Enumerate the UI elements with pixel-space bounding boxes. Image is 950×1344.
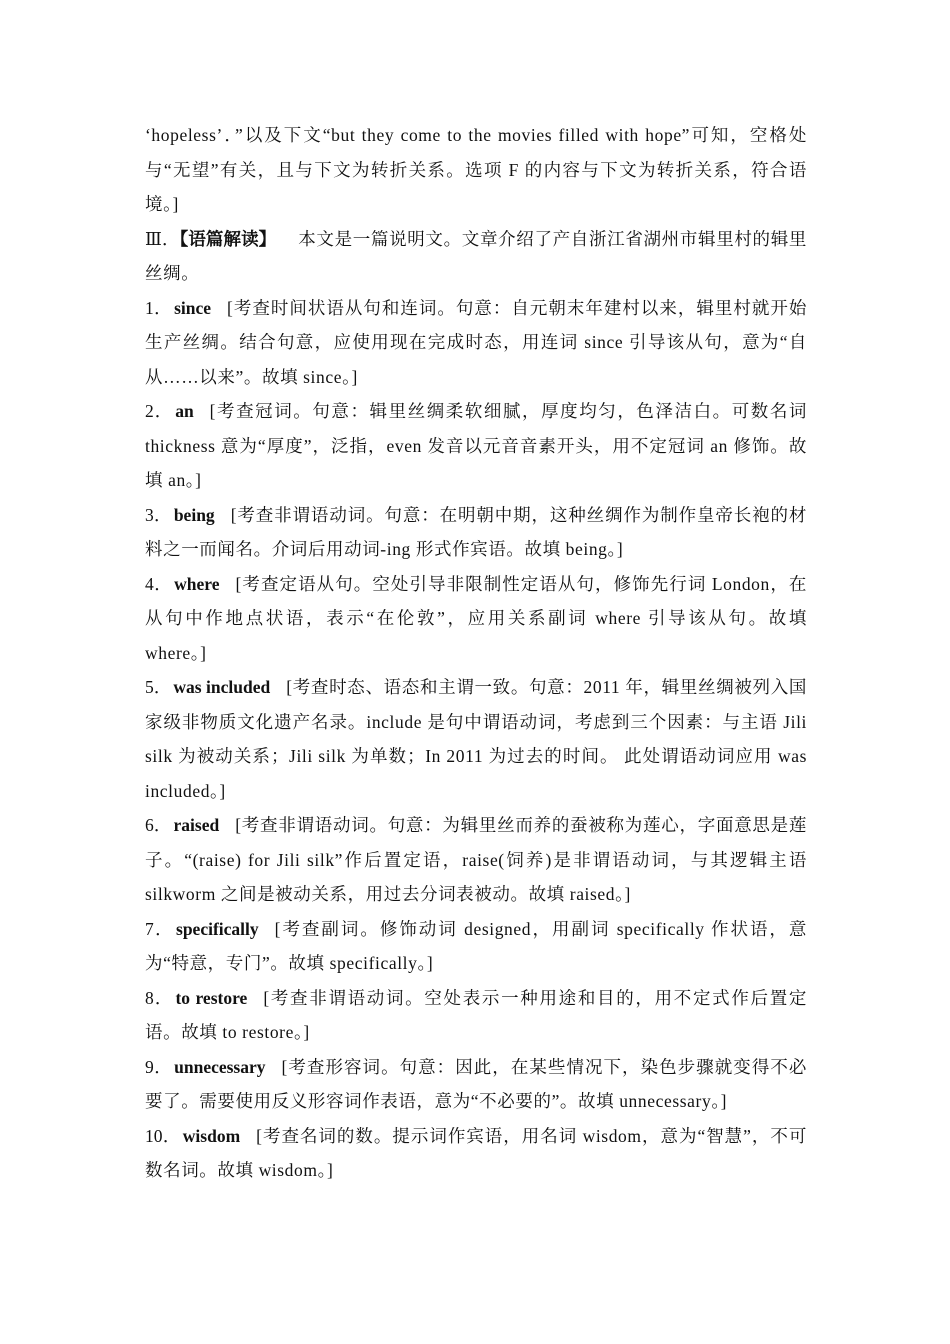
item-explanation: [考查非谓语动词。空处表示一种用途和目的，用不定式作后置定语。故填 to restore。] <box>145 987 808 1042</box>
item-number: 5． <box>145 677 172 697</box>
item-answer: unnecessary <box>174 1056 266 1077</box>
item-number: 7． <box>145 918 175 939</box>
item-number: 6． <box>145 815 172 835</box>
item-explanation: [考查冠词。句意：辑里丝绸柔软细腻，厚度均匀，色泽洁白。可数名词 thickness 意为“厚度”，泛指，even 发音以元音音素开头，用不定冠词 an 修饰。故填 an。] <box>145 401 808 490</box>
section-text: 本文是一篇说明文。文章介绍了产自浙江省湖州市辑里村的辑里丝绸。 <box>145 228 807 283</box>
item-answer: since <box>174 297 212 318</box>
item-explanation: [考查非谓语动词。句意：为辑里丝而养的蚕被称为莲心，字面意思是莲子。“(raise) for Jili silk”作后置定语，raise(饲养)是非谓语动词，与其逻辑主语 silkworm 之间是被动关系，用过去分词表被动。故填 raised。] <box>145 815 808 904</box>
item-number: 9． <box>145 1056 173 1077</box>
item-explanation: [考查时态、语态和主谓一致。句意：2011 年，辑里丝绸被列入国家级非物质文化遗产名录。include 是句中谓语动词，考虑到三个因素：与主语 Jili silk 为被动关系；Jili silk 为单数；In 2011 为过去的时间。 此处谓语动词应用 was included。] <box>145 677 807 801</box>
item-explanation: [考查名词的数。提示词作宾语，用名词 wisdom，意为“智慧”，不可数名词。故填 wisdom。] <box>145 1125 807 1180</box>
answer-item-4 <box>145 567 807 671</box>
item-number: 2． <box>145 401 174 421</box>
intro-paragraph <box>145 118 807 222</box>
answer-item-7 <box>145 912 807 981</box>
item-explanation: [考查非谓语动词。句意：在明朝中期，这种丝绸作为制作皇帝长袍的材料之一而闻名。介词后用动词-ing 形式作宾语。故填 being。] <box>145 504 808 559</box>
item-number: 10． <box>145 1125 181 1146</box>
item-explanation: [考查副词。修饰动词 designed，用副词 specifically 作状语，意为“特意，专门”。故填 specifically。] <box>145 918 808 973</box>
section-paragraph <box>145 222 807 291</box>
item-answer: to restore <box>175 987 248 1008</box>
answer-item-5 <box>145 670 807 808</box>
item-answer: specifically <box>176 918 259 939</box>
answer-item-6 <box>145 808 807 912</box>
item-explanation: [考查形容词。句意：因此，在某些情况下，染色步骤就变得不必要了。需要使用反义形容词作表语，意为“不必要的”。故填 unnecessary。] <box>145 1056 807 1111</box>
document-body <box>145 118 807 1188</box>
item-number: 8． <box>145 987 174 1008</box>
item-answer: raised <box>173 815 220 835</box>
answer-item-2 <box>145 394 807 498</box>
intro-text: ‘hopeless’．”以及下文“but they come to the movies filled with hope”可知，空格处与“无望”有关，且与下文为转折关系。选项 F 的内容与下文为转折关系，符合语境。] <box>145 125 807 214</box>
item-number: 4． <box>145 573 173 594</box>
item-answer: an <box>175 401 194 421</box>
answer-item-10 <box>145 1119 807 1188</box>
item-number: 3． <box>145 504 172 525</box>
item-explanation: [考查时间状语从句和连词。句意：自元朝末年建村以来，辑里村就开始生产丝绸。结合句意，应使用现在完成时态，用连词 since 引导该从句，意为“自从……以来”。故填 since。] <box>145 297 808 387</box>
answer-item-1 <box>145 291 807 395</box>
answer-item-8 <box>145 981 807 1050</box>
item-number: 1． <box>145 297 173 318</box>
section-heading: 【语篇解读】 <box>179 228 277 249</box>
answer-item-9 <box>145 1050 807 1119</box>
section-number: Ⅲ． <box>145 228 180 249</box>
item-answer: where <box>174 573 220 594</box>
item-explanation: [考查定语从句。空处引导非限制性定语从句，修饰先行词 London，在从句中作地点状语，表示“在伦敦”，应用关系副词 where 引导该从句。故填 where。] <box>145 573 808 663</box>
item-answer: being <box>173 504 215 525</box>
item-answer: was included <box>173 677 271 697</box>
item-answer: wisdom <box>182 1125 241 1146</box>
answer-item-3 <box>145 498 807 567</box>
